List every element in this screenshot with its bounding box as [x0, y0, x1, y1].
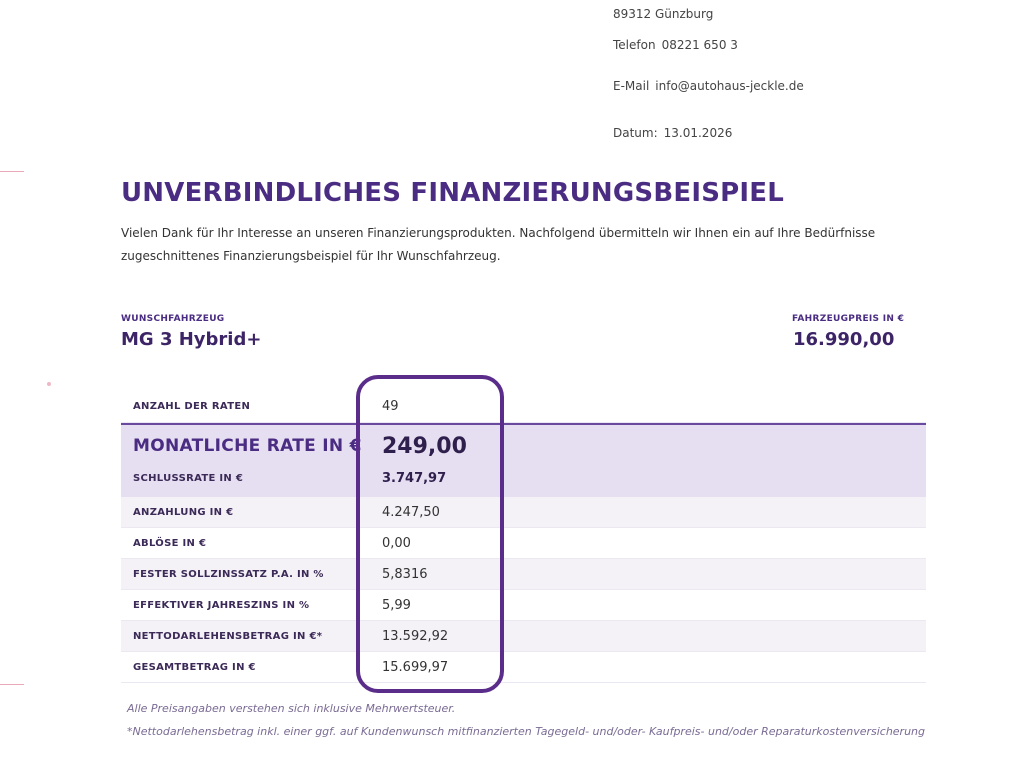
margin-mark-bottom: [0, 684, 24, 685]
intro-text: Vielen Dank für Ihr Interesse an unseren Finanzierungsprodukten. Nachfolgend übermitteln wir Ihnen ein auf Ihre Bedürfnisse zugeschnittenes Finanzierungsbeispiel für Ihr Wunschfahrzeug.: [121, 226, 876, 263]
vehicle-name: MG 3 Hybrid+: [121, 329, 262, 350]
monthly-rate-label: MONATLICHE RATE IN €: [133, 436, 362, 456]
raten-label: ANZAHL DER RATEN: [133, 400, 251, 412]
footnote: *Nettodarlehensbetrag inkl. einer ggf. auf Kundenwunsch mitfinanzierten Tagegeld- und/oder- Kaufpreis- und/oder Reparaturkostenversicherung: [127, 725, 926, 738]
phone-line: [613, 38, 738, 52]
page-title: UNVERBINDLICHES FINANZIERUNGSBEISPIEL: [121, 178, 784, 208]
margin-dot: [47, 382, 51, 386]
table-row: [121, 590, 926, 621]
table-row: [121, 528, 926, 559]
row-label: GESAMTBETRAG IN €: [133, 661, 256, 673]
date-line: [613, 126, 732, 140]
price-label: FAHRZEUGPREIS IN €: [792, 314, 905, 324]
email-value: info@autohaus-jeckle.de: [655, 79, 804, 93]
margin-mark-top: [0, 171, 24, 172]
row-label: NETTODARLEHENSBETRAG IN €*: [133, 630, 323, 642]
row-value: 5,99: [382, 597, 411, 613]
financing-table: [121, 390, 926, 683]
final-rate-label: SCHLUSSRATE IN €: [133, 473, 244, 484]
email-line: [613, 79, 804, 93]
row-value: 4.247,50: [382, 504, 440, 520]
row-label: ABLÖSE IN €: [133, 537, 207, 549]
monthly-rate-value: 249,00: [382, 434, 467, 459]
final-rate-value: 3.747,97: [382, 471, 447, 486]
date-label: Datum:: [613, 126, 658, 140]
table-row: [121, 652, 926, 683]
monthly-rate-block: [121, 423, 926, 497]
address-city: 89312 Günzburg: [613, 7, 714, 21]
table-row: [121, 559, 926, 590]
row-label: EFFEKTIVER JAHRESZINS IN %: [133, 599, 310, 611]
table-row: [121, 497, 926, 528]
raten-value: 49: [382, 398, 399, 414]
row-value: 13.592,92: [382, 628, 449, 644]
row-label: ANZAHLUNG IN €: [133, 506, 234, 518]
table-row-raten: [121, 390, 926, 423]
phone-value: 08221 650 3: [661, 38, 738, 52]
row-value: 15.699,97: [382, 659, 449, 675]
row-label: FESTER SOLLZINSSATZ P.A. IN %: [133, 568, 324, 580]
email-label: E-Mail: [613, 79, 650, 93]
vehicle-label: WUNSCHFAHRZEUG: [121, 314, 225, 324]
table-row: [121, 621, 926, 652]
row-value: 5,8316: [382, 566, 428, 582]
phone-label: Telefon: [613, 38, 656, 52]
row-value: 0,00: [382, 535, 411, 551]
date-value: 13.01.2026: [663, 126, 733, 140]
price-value: 16.990,00: [793, 329, 895, 350]
vat-note: Alle Preisangaben verstehen sich inklusive Mehrwertsteuer.: [127, 702, 456, 715]
